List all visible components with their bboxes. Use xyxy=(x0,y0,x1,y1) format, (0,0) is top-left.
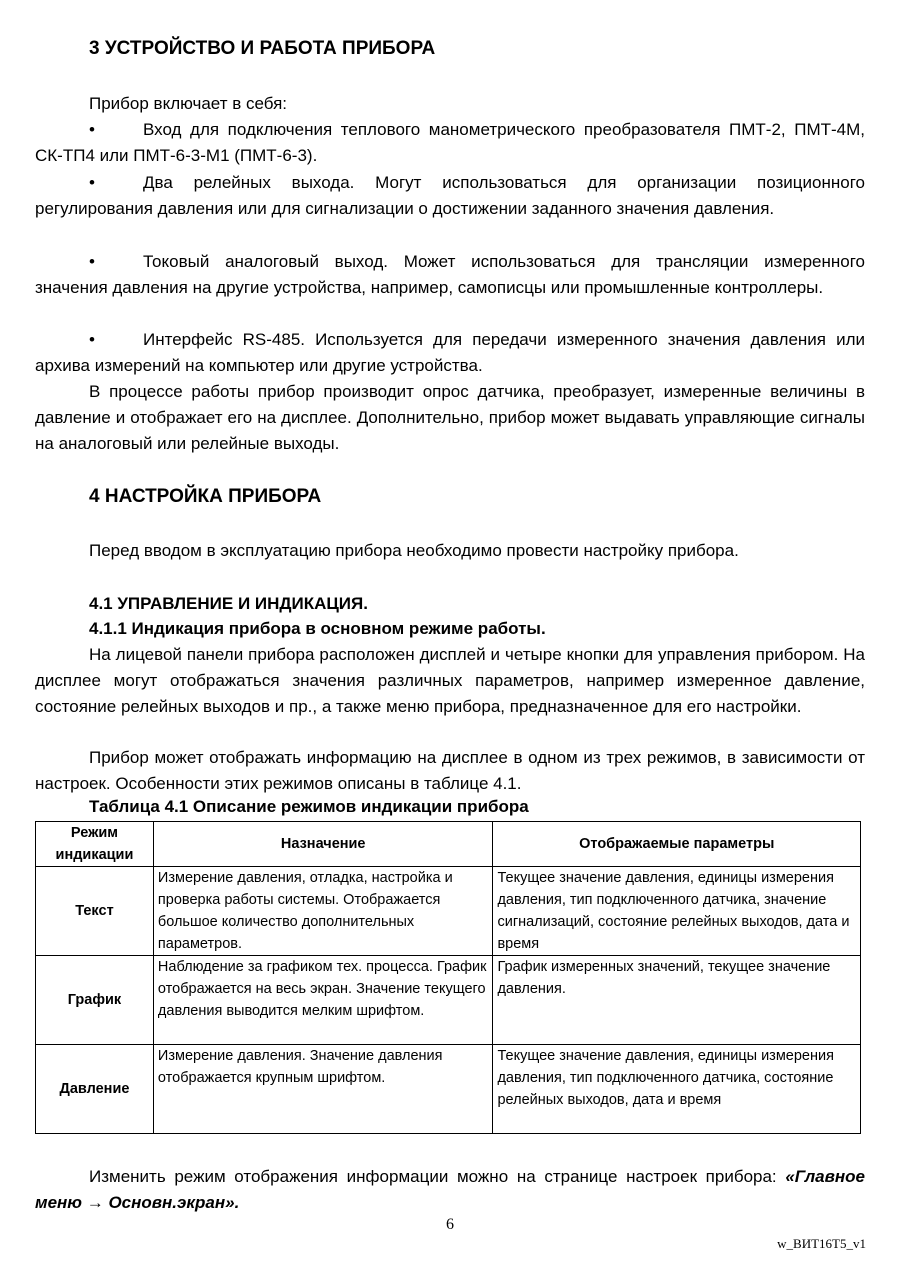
menu-path: «Главное меню → Основн.экран». xyxy=(35,1167,865,1212)
params-cell: Текущее значение давления, единицы измерения давления, тип подключенного датчика, состояние релейных выходов, дата и время xyxy=(493,1045,861,1134)
bullet-text: Вход для подключения теплового манометрического преобразователя ПМТ-2, ПМТ-4М, СК-ТП4 или ПМТ-6-3-М1 (ПМТ-6-3). xyxy=(35,120,865,165)
mode-cell: Давление xyxy=(36,1045,154,1134)
column-header: Назначение xyxy=(153,822,493,867)
params-cell: Текущее значение давления, единицы измерения давления, тип подключенного датчика, значение сигнализаций, состояние релейных выходов, дата и время xyxy=(493,867,861,956)
paragraph-display-modes: Прибор может отображать информацию на дисплее в одном из трех режимов, в зависимости от настроек. Особенности этих режимов описаны в таблице 4.1. xyxy=(35,748,865,793)
table-header-row xyxy=(36,822,861,867)
purpose-cell: Измерение давления, отладка, настройка и проверка работы системы. Отображается большое количество дополнительных параметров. xyxy=(153,867,493,956)
mode-cell: График xyxy=(36,956,154,1045)
paragraph-front-panel: На лицевой панели прибора расположен дисплей и четыре кнопки для управления прибором. На дисплее могут отображаться значения различных параметров, например измеренное давление, состояние релейных выходов и пр., а также меню прибора, предназначенное для его настройки. xyxy=(35,645,865,716)
table-row xyxy=(36,1045,861,1134)
bullet-item xyxy=(35,117,865,169)
section-3-intro: Прибор включает в себя: xyxy=(89,94,288,113)
section-4-heading: 4 НАСТРОЙКА ПРИБОРА xyxy=(89,486,322,507)
bullet-text: Два релейных выхода. Могут использоваться для организации позиционного регулирования давления или для сигнализации о достижении заданного значения давления. xyxy=(35,173,865,218)
subsection-4-1-1-heading: 4.1.1 Индикация прибора в основном режиме работы. xyxy=(89,619,546,638)
column-header: Режим индикации xyxy=(36,822,154,867)
document-id: w_ВИТ16Т5_v1 xyxy=(777,1236,866,1251)
bullet-icon: • xyxy=(89,252,95,271)
section-4-intro: Перед вводом в эксплуатацию прибора необходимо провести настройку прибора. xyxy=(89,541,739,560)
display-modes-table xyxy=(35,821,861,1134)
bullet-text: Интерфейс RS-485. Используется для передачи измеренного значения давления или архива измерений на компьютер или другие устройства. xyxy=(35,330,865,375)
section-3-closing-paragraph: В процессе работы прибор производит опрос датчика, преобразует, измеренные величины в давление и отображает его на дисплее. Дополнительно, прибор может выдавать управляющие сигналы на аналоговый или релейные выходы. xyxy=(35,382,865,453)
table-row xyxy=(36,956,861,1045)
bullet-text: Токовый аналоговый выход. Может использоваться для трансляции измеренного значения давления на другие устройства, например, самописцы или промышленные контроллеры. xyxy=(35,252,865,297)
table-caption: Таблица 4.1 Описание режимов индикации прибора xyxy=(89,797,529,816)
subsection-4-1-heading: 4.1 УПРАВЛЕНИЕ И ИНДИКАЦИЯ. xyxy=(89,594,368,613)
settings-note xyxy=(35,1164,865,1216)
purpose-cell: Измерение давления. Значение давления отображается крупным шрифтом. xyxy=(153,1045,493,1134)
settings-note-text: Изменить режим отображения информации можно на странице настроек прибора: xyxy=(89,1167,777,1186)
bullet-icon: • xyxy=(89,330,95,349)
bullet-item xyxy=(35,327,865,379)
section-3-heading: 3 УСТРОЙСТВО И РАБОТА ПРИБОРА xyxy=(89,38,436,59)
page-number: 6 xyxy=(446,1216,454,1233)
purpose-cell: Наблюдение за графиком тех. процесса. График отображается на весь экран. Значение текущего давления выводится мелким шрифтом. xyxy=(153,956,493,1045)
bullet-item xyxy=(35,249,865,301)
bullet-item xyxy=(35,170,865,222)
params-cell: График измеренных значений, текущее значение давления. xyxy=(493,956,861,1045)
column-header: Отображаемые параметры xyxy=(493,822,861,867)
bullet-icon: • xyxy=(89,173,95,192)
bullet-icon: • xyxy=(89,120,95,139)
mode-cell: Текст xyxy=(36,867,154,956)
table-row xyxy=(36,867,861,956)
